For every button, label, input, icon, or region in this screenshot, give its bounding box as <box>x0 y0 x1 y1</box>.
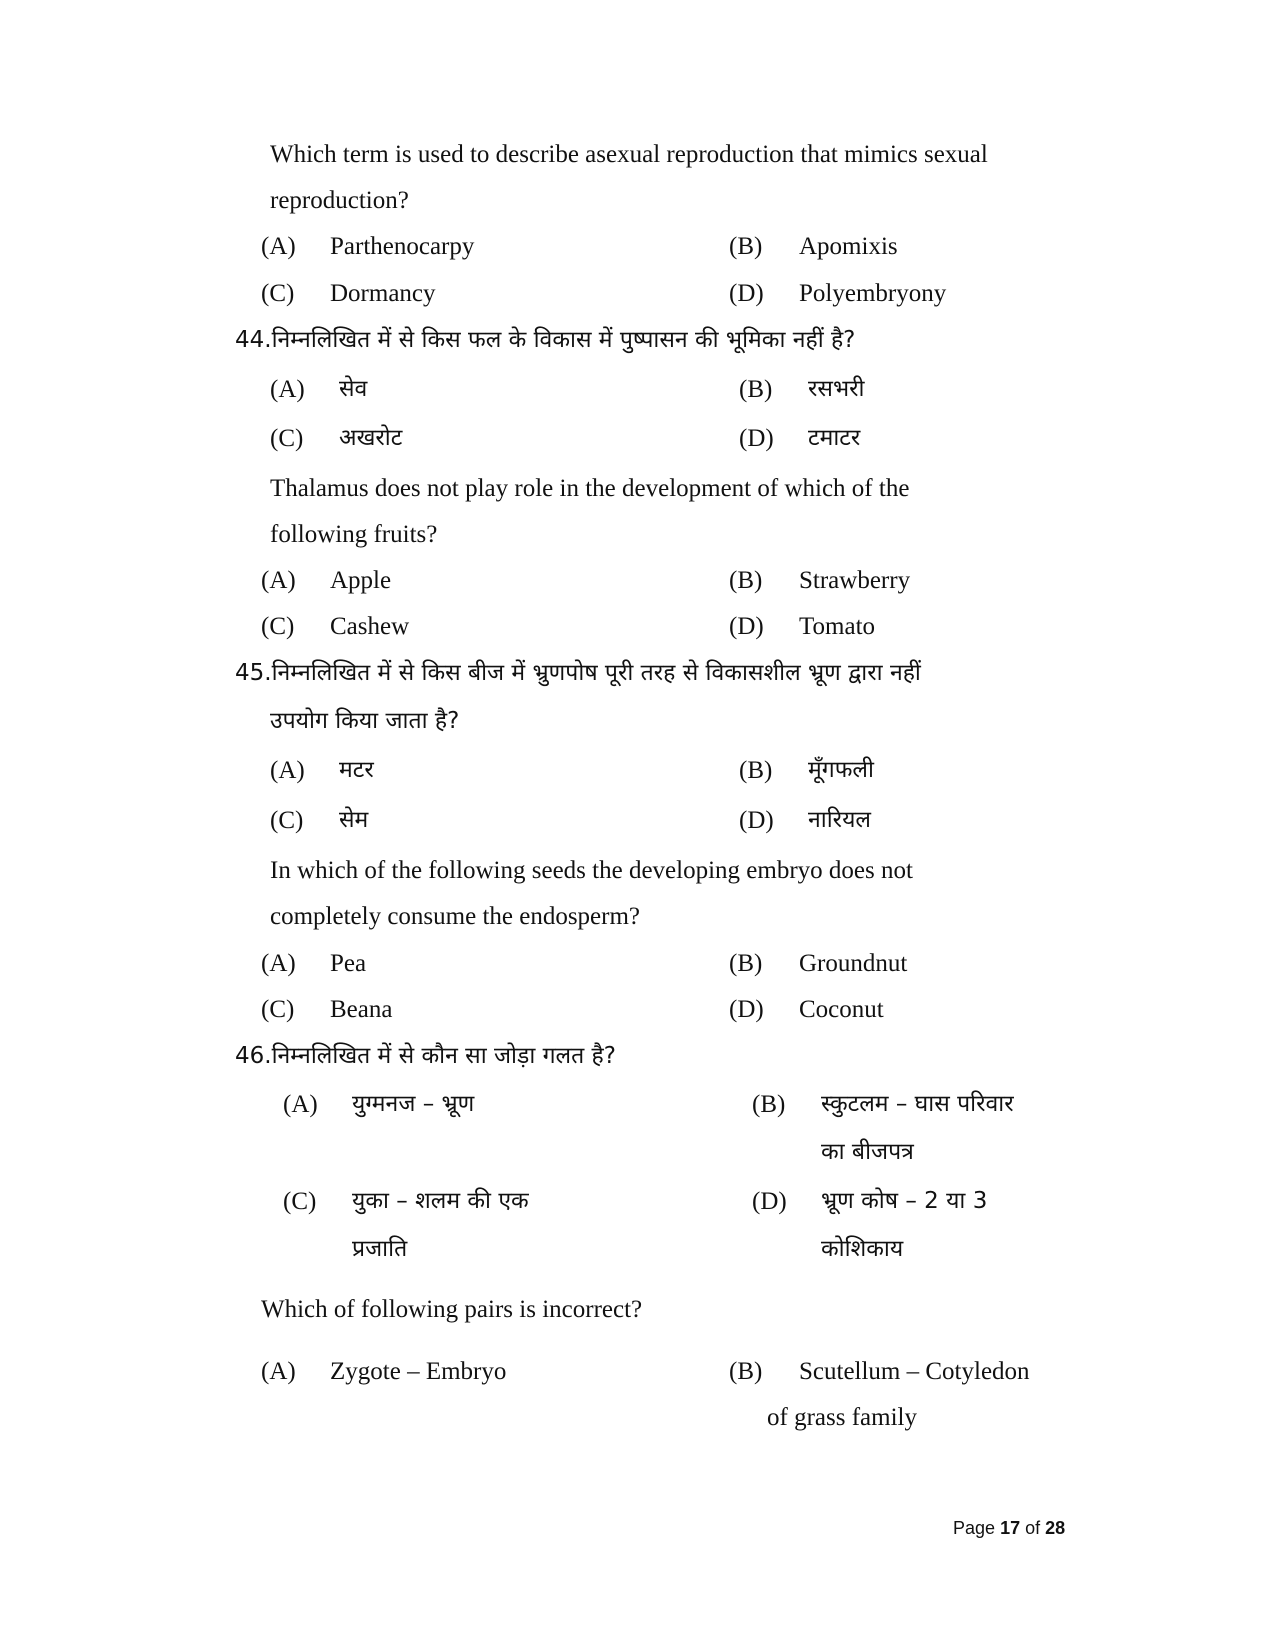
q46-hi-option-b-text-line1: स्कुटलम – घास परिवार <box>821 1091 1014 1117</box>
page-footer <box>953 1517 1065 1539</box>
q46-hi-option-d-text-line2: कोशिकाय <box>821 1236 904 1262</box>
q43-en-option-d-label: (D) <box>729 280 764 307</box>
q45-hi-option-c-text: सेम <box>339 807 369 833</box>
q43-en-option-c-label: (C) <box>261 280 295 307</box>
q45-en-option-d-label: (D) <box>729 996 764 1023</box>
q45-en-option-d-text: Coconut <box>799 996 884 1023</box>
q46-hi-option-a-text: युग्मनज – भ्रूण <box>352 1091 475 1117</box>
q43-en-option-b-text: Apomixis <box>799 233 898 260</box>
q46-en-option-b-text-line2: of grass family <box>767 1404 917 1431</box>
q43-en-option-a-text: Parthenocarpy <box>330 233 475 260</box>
q43-en-question-line1: Which term is used to describe asexual reproduction that mimics sexual <box>270 141 988 168</box>
q45-en-option-b-label: (B) <box>729 950 763 977</box>
footer-page-word: Page <box>953 1518 996 1538</box>
q44-en-option-b-label: (B) <box>729 567 763 594</box>
q45-en-question-line2: completely consume the endosperm? <box>270 903 641 930</box>
q45-en-question-line1: In which of the following seeds the developing embryo does not <box>270 857 913 884</box>
q44-en-option-c-label: (C) <box>261 613 295 640</box>
q43-en-option-c-text: Dormancy <box>330 280 436 307</box>
q44-en-option-c-text: Cashew <box>330 613 410 640</box>
q44-hi-question: 44.निम्नलिखित में से किस फल के विकास में पुष्पासन की भूमिका नहीं है? <box>235 327 856 353</box>
q46-en-option-b-label: (B) <box>729 1358 763 1385</box>
q45-en-option-a-label: (A) <box>261 950 296 977</box>
q44-en-option-b-text: Strawberry <box>799 567 911 594</box>
q44-hi-option-c-text: अखरोट <box>339 425 403 451</box>
q45-hi-option-d-text: नारियल <box>808 807 872 833</box>
q45-hi-option-d-label: (D) <box>739 807 774 834</box>
q44-hi-option-b-label: (B) <box>739 376 773 403</box>
q44-en-option-d-text: Tomato <box>799 613 876 640</box>
q44-en-question-line2: following fruits? <box>270 521 438 548</box>
q45-hi-option-a-text: मटर <box>339 757 374 783</box>
q46-en-option-b-text-line1: Scutellum – Cotyledon <box>799 1358 1030 1385</box>
q44-hi-option-b-text: रसभरी <box>808 376 865 402</box>
q46-en-option-a-label: (A) <box>261 1358 296 1385</box>
q45-en-option-c-label: (C) <box>261 996 295 1023</box>
q46-hi-option-c-text-line1: युका – शलम की एक <box>352 1188 529 1214</box>
q43-en-option-b-label: (B) <box>729 233 763 260</box>
q45-en-option-a-text: Pea <box>330 950 367 977</box>
q45-hi-question-line1: 45.निम्नलिखित में से किस बीज में भ्रुणपोष पूरी तरह से विकासशील भ्रूण द्वारा नहीं <box>235 660 921 686</box>
q46-hi-question: 46.निम्नलिखित में से कौन सा जोड़ा गलत है? <box>235 1043 616 1069</box>
q44-hi-option-d-text: टमाटर <box>808 425 861 451</box>
q43-en-option-d-text: Polyembryony <box>799 280 947 307</box>
q45-en-option-c-text: Beana <box>330 996 393 1023</box>
q46-en-option-a-text: Zygote – Embryo <box>330 1358 507 1385</box>
footer-page-total: 28 <box>1045 1518 1066 1538</box>
footer-of-word: of <box>1025 1518 1041 1538</box>
q46-hi-option-d-text-line1: भ्रूण कोष – 2 या 3 <box>821 1188 988 1214</box>
q44-en-option-a-text: Apple <box>330 567 392 594</box>
q46-hi-option-b-label: (B) <box>752 1091 786 1118</box>
q46-hi-option-c-label: (C) <box>283 1188 317 1215</box>
q46-hi-option-d-label: (D) <box>752 1188 787 1215</box>
q46-hi-option-b-text-line2: का बीजपत्र <box>821 1139 914 1165</box>
q44-en-question-line1: Thalamus does not play role in the development of which of the <box>270 475 910 502</box>
footer-page-number: 17 <box>1000 1518 1021 1538</box>
q46-en-question: Which of following pairs is incorrect? <box>261 1296 643 1323</box>
q45-hi-option-a-label: (A) <box>270 757 305 784</box>
q44-hi-option-a-text: सेव <box>339 376 368 402</box>
q45-hi-option-b-label: (B) <box>739 757 773 784</box>
q44-en-option-d-label: (D) <box>729 613 764 640</box>
q44-en-option-a-label: (A) <box>261 567 296 594</box>
q45-hi-option-b-text: मूँगफली <box>808 757 874 783</box>
q46-hi-option-a-label: (A) <box>283 1091 318 1118</box>
q44-hi-option-d-label: (D) <box>739 425 774 452</box>
q45-en-option-b-text: Groundnut <box>799 950 908 977</box>
q44-hi-option-c-label: (C) <box>270 425 304 452</box>
q43-en-question-line2: reproduction? <box>270 187 409 214</box>
q45-hi-option-c-label: (C) <box>270 807 304 834</box>
q45-hi-question-line2: उपयोग किया जाता है? <box>270 708 460 734</box>
q46-hi-option-c-text-line2: प्रजाति <box>352 1236 408 1262</box>
q43-en-option-a-label: (A) <box>261 233 296 260</box>
q44-hi-option-a-label: (A) <box>270 376 305 403</box>
